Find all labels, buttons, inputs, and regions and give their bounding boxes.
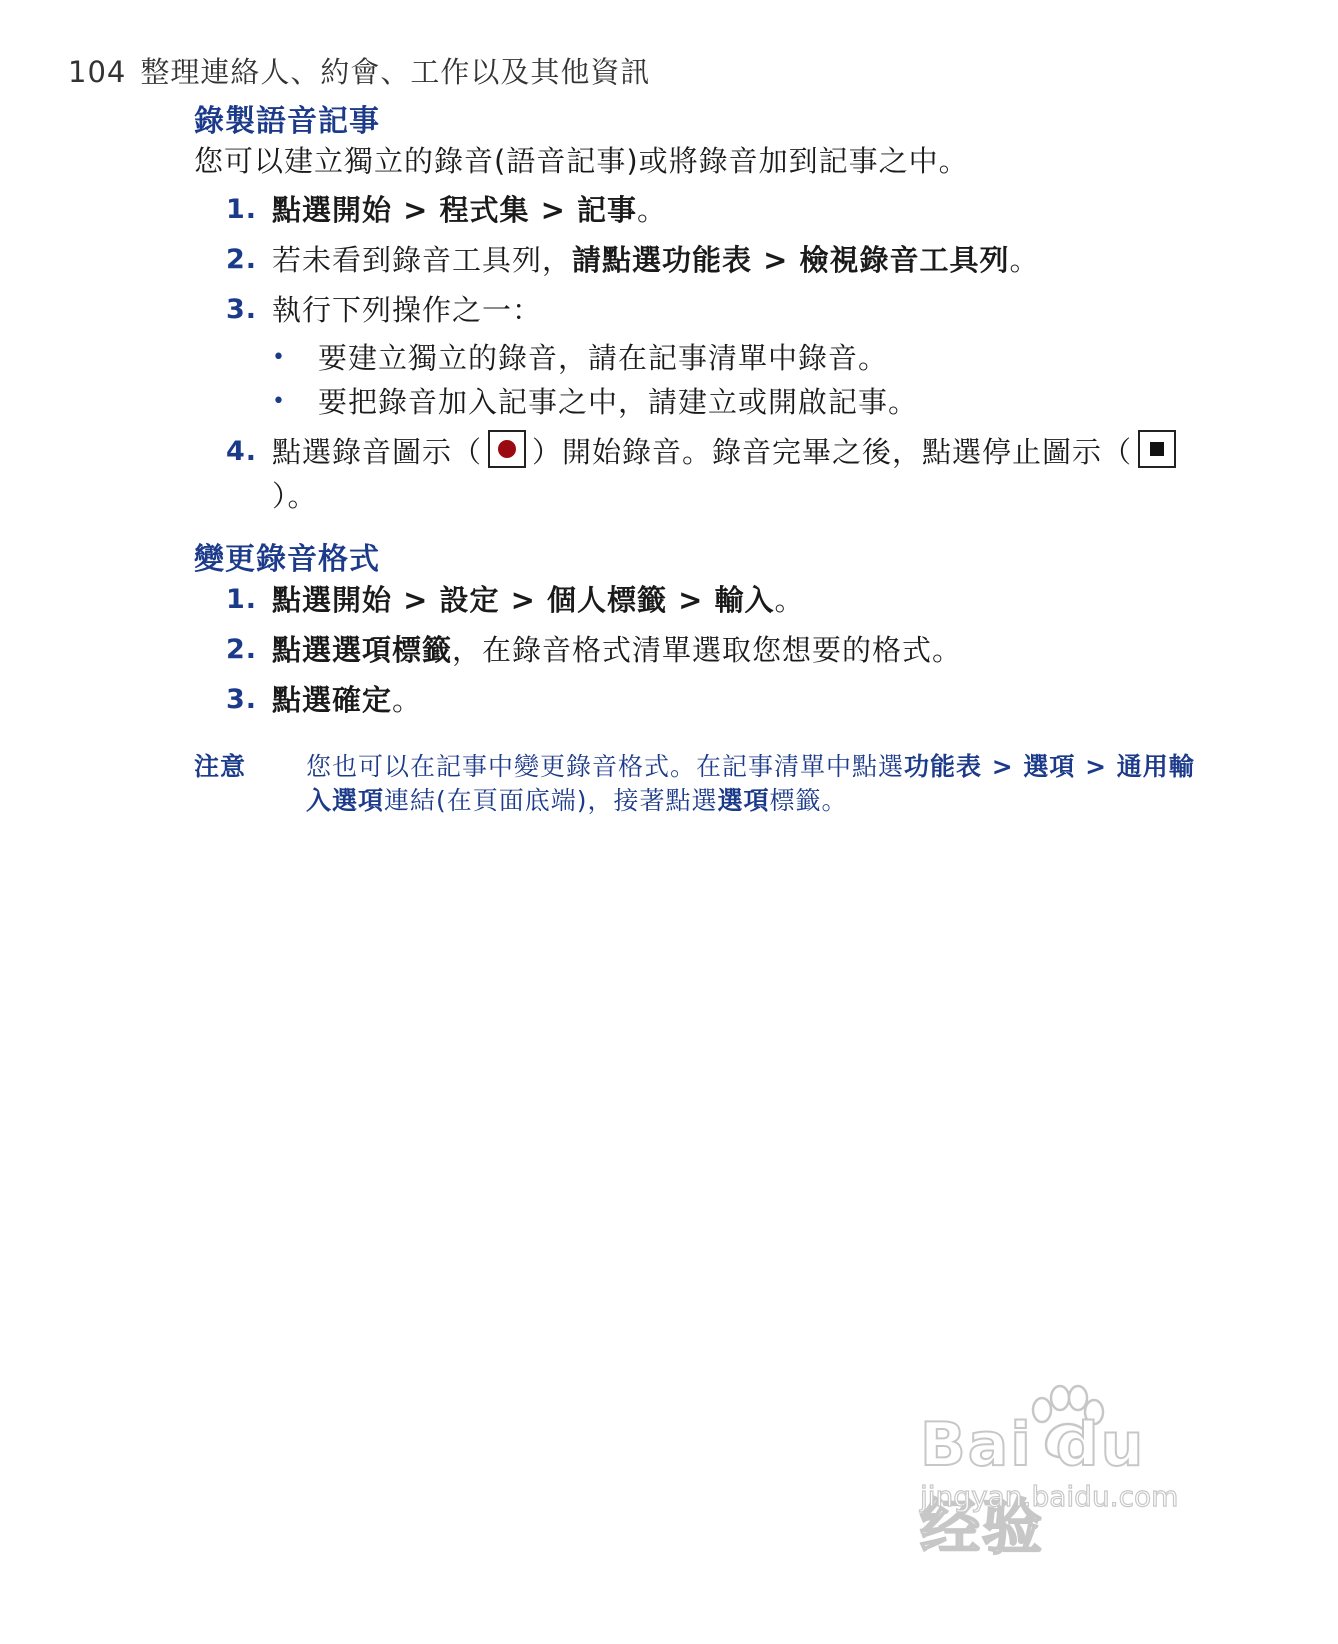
step-item: [194, 188, 1204, 232]
step-number: 1.: [226, 194, 258, 225]
note-tab-name: 選項: [717, 786, 770, 815]
note-label: 注意: [194, 752, 247, 781]
step-instruction: 點選確定: [272, 683, 393, 717]
bullet-item: [194, 380, 1204, 424]
chapter-title: 整理連絡人、約會、工作以及其他資訊: [140, 55, 651, 89]
step-item: [194, 238, 1204, 282]
note-box: [194, 750, 1204, 818]
step-punct: 。: [392, 683, 423, 717]
step-text: 若未看到錄音工具列，: [272, 243, 573, 277]
step-number: 1.: [226, 584, 258, 615]
note-text: 您也可以在記事中變更錄音格式。在記事清單中點選: [306, 752, 905, 781]
note-menu-path: 功能表 > 選項 > 通用輸入選項: [306, 752, 1195, 815]
section-title-record-voice-note: 錄製語音記事: [194, 104, 380, 139]
section-intro: 您可以建立獨立的錄音(語音記事)或將錄音加到記事之中。: [194, 144, 969, 178]
step-number: 3.: [226, 294, 258, 325]
step-item: [194, 678, 1204, 722]
watermark-url: jingyan.baidu.com: [920, 1480, 1179, 1513]
step-item: [194, 288, 1204, 424]
stop-icon: [1138, 430, 1176, 468]
option-bullet-list: [194, 336, 1204, 424]
step-text: 點選錄音圖示（: [272, 435, 483, 469]
step-number: 2.: [226, 244, 258, 275]
section-title-change-format: 變更錄音格式: [194, 542, 380, 577]
step-number: 2.: [226, 634, 258, 665]
bullet-icon: •: [272, 389, 286, 414]
step-instruction: 點選選項標籤: [272, 633, 453, 667]
step-item: [194, 430, 1204, 518]
step-instruction: 點選開始 > 程式集 > 記事: [272, 193, 637, 227]
bullet-item: [194, 336, 1204, 380]
step-number: 3.: [226, 684, 258, 715]
bullet-text: 要建立獨立的錄音，請在記事清單中錄音。: [318, 341, 889, 375]
step-instruction: 點選開始 > 設定 > 個人標籤 > 輸入: [272, 583, 775, 617]
record-steps-list: [194, 188, 1204, 518]
step-item: [194, 578, 1204, 622]
step-punct: 。: [636, 193, 667, 227]
main-content: [194, 104, 1204, 818]
step-number: 4.: [226, 436, 258, 467]
step-text: ，在錄音格式清單選取您想要的格式。: [452, 633, 963, 667]
format-steps-list: [194, 578, 1204, 722]
bullet-icon: •: [272, 345, 286, 370]
step-punct: 。: [774, 583, 805, 617]
step-text: ）開始錄音。錄音完畢之後，點選停止圖示（: [532, 435, 1133, 469]
step-text: 執行下列操作之一：: [272, 293, 543, 327]
note-text: 標籤。: [769, 786, 848, 815]
step-punct: 。: [1009, 243, 1040, 277]
watermark-brand: Bai du 经验: [920, 1410, 1146, 1563]
page-header: [68, 50, 650, 91]
note-body: [194, 750, 1204, 818]
bullet-text: 要把錄音加入記事之中，請建立或開啟記事。: [318, 385, 919, 419]
record-icon: [488, 430, 526, 468]
baidu-watermark: [920, 1380, 1220, 1563]
step-item: [194, 628, 1204, 672]
note-text: 連結(在頁面底端)，接著點選: [384, 786, 718, 815]
step-text: ）。: [272, 479, 318, 513]
page-number: 104: [68, 55, 127, 89]
step-instruction: 請點選功能表 > 檢視錄音工具列: [572, 243, 1010, 277]
